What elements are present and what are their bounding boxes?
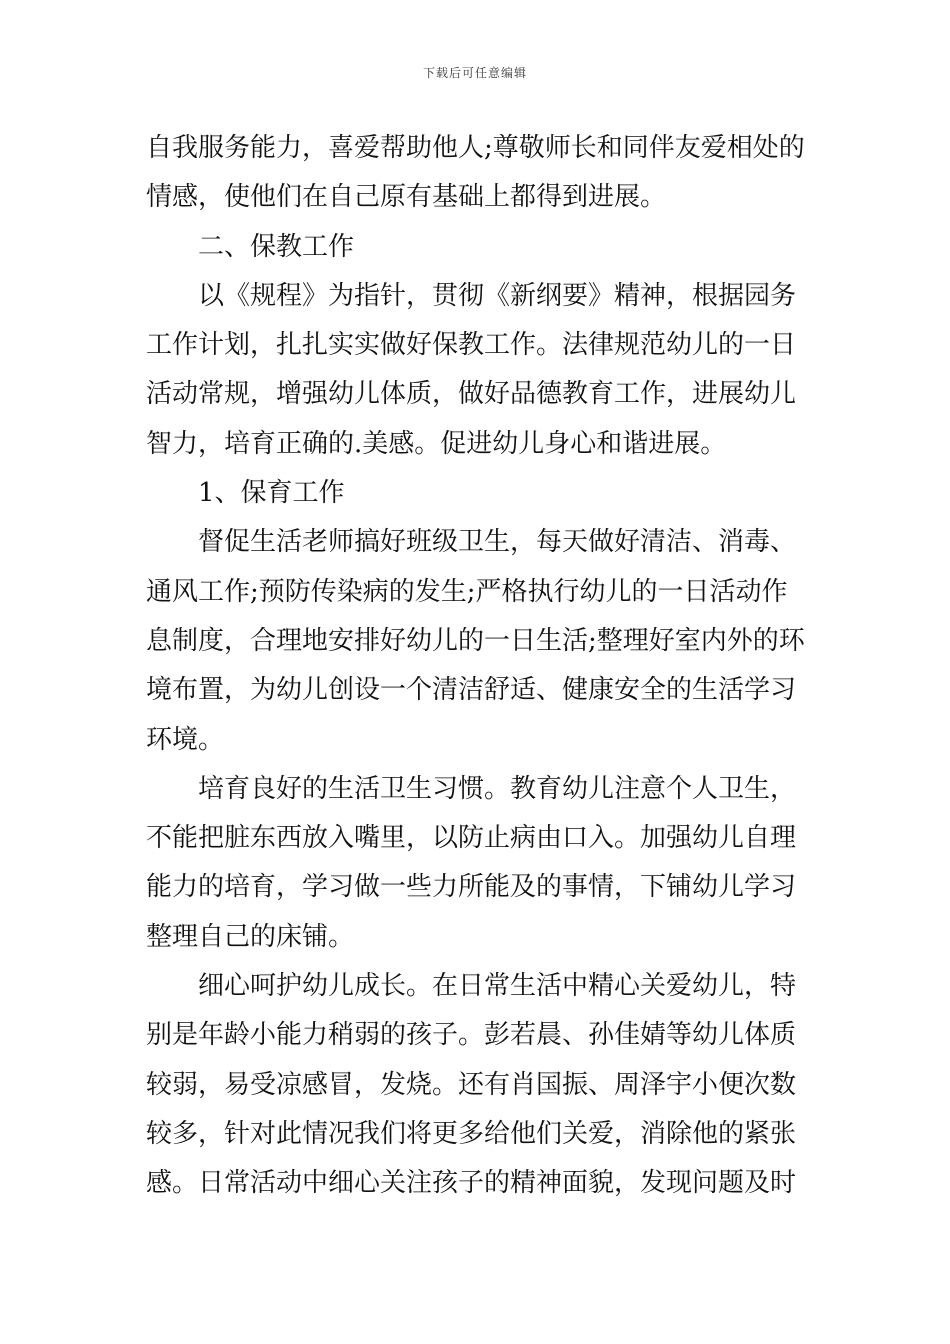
text-line: 1、保育工作 bbox=[198, 478, 345, 509]
text-line: 督促生活老师搞好班级卫生，每天做好清洁、消毒、 bbox=[198, 527, 797, 558]
text-line: 细心呵护幼儿成长。在日常生活中精心关爱幼儿，特 bbox=[198, 971, 797, 1002]
text-line: 整理自己的床铺。 bbox=[146, 921, 355, 952]
text-line: 息制度，合理地安排好幼儿的一日生活;整理好室内外的环 bbox=[146, 625, 805, 656]
text-line: 环境。 bbox=[146, 724, 225, 755]
text-line: 活动常规，增强幼儿体质，做好品德教育工作，进展幼儿 bbox=[146, 379, 797, 410]
text-line: 培育良好的生活卫生习惯。教育幼儿注意个人卫生， bbox=[198, 773, 797, 804]
text-line: 工作计划，扎扎实实做好保教工作。法律规范幼儿的一日 bbox=[146, 330, 797, 361]
text-line: 自我服务能力，喜爱帮助他人;尊敬师长和同伴友爱相处的 bbox=[146, 133, 805, 163]
document-body bbox=[146, 124, 808, 1209]
text-line: 情感，使他们在自己原有基础上都得到进展。 bbox=[146, 182, 667, 213]
text-line: 能力的培育，学习做一些力所能及的事情，下铺幼儿学习 bbox=[146, 872, 797, 903]
text-line: 通风工作;预防传染病的发生;严格执行幼儿的一日活动作 bbox=[146, 576, 788, 607]
text-line: 智力，培育正确的.美感。促进幼儿身心和谐进展。 bbox=[146, 428, 727, 459]
text-line: 感。日常活动中细心关注孩子的精神面貌，发现问题及时 bbox=[146, 1168, 797, 1199]
text-line: 以《规程》为指针，贯彻《新纲要》精神，根据园务 bbox=[198, 280, 797, 311]
text-line: 二、保教工作 bbox=[198, 231, 355, 262]
text-line: 不能把脏东西放入嘴里，以防止病由口入。加强幼儿自理 bbox=[146, 823, 797, 854]
text-line: 别是年龄小能力稍弱的孩子。彭若晨、孙佳婧等幼儿体质 bbox=[146, 1020, 797, 1051]
text-line: 境布置，为幼儿创设一个清洁舒适、健康安全的生活学习 bbox=[146, 675, 797, 706]
page-header-note: 下载后可任意编辑 bbox=[422, 66, 527, 80]
text-line: 较弱，易受凉感冒，发烧。还有肖国振、周泽宇小便次数 bbox=[146, 1069, 797, 1100]
text-line: 较多，针对此情况我们将更多给他们关爱，消除他的紧张 bbox=[146, 1118, 797, 1149]
